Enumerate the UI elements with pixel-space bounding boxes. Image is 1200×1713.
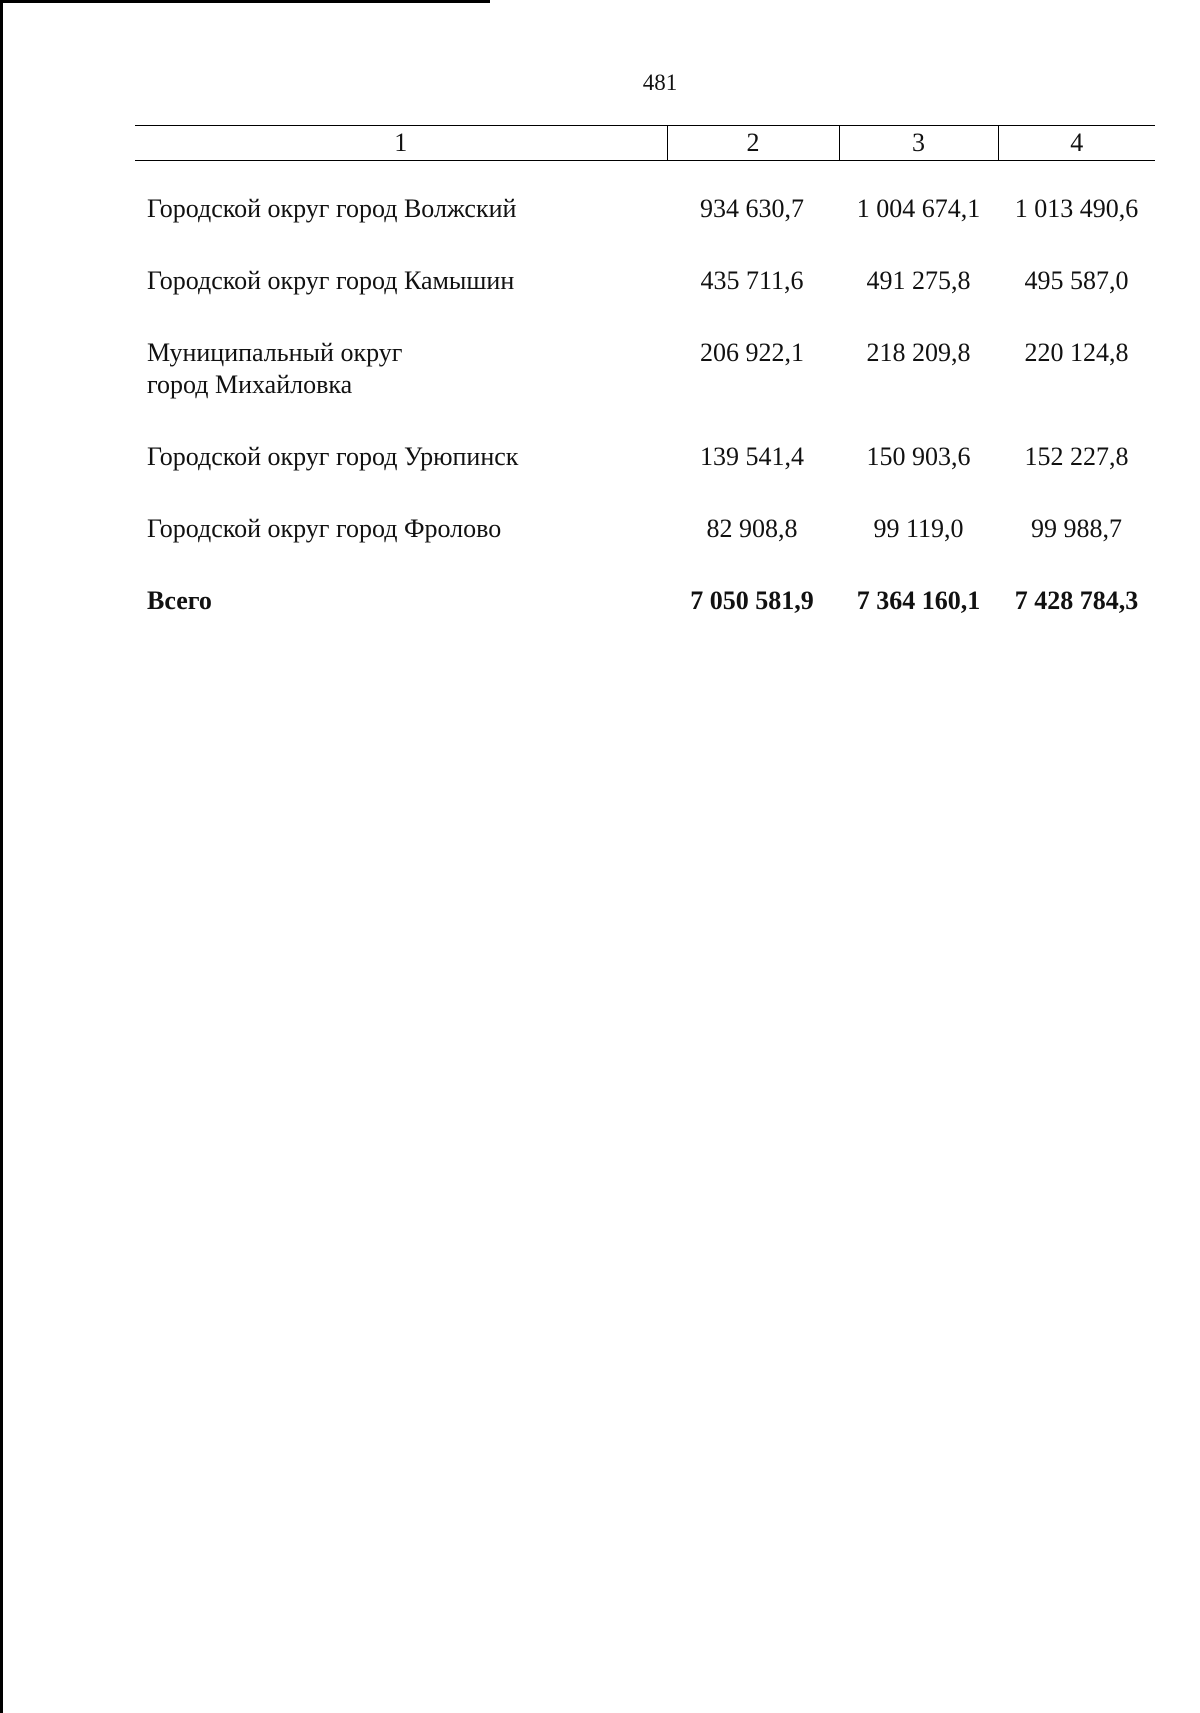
row-label [135, 337, 667, 409]
column-header-2: 2 [667, 126, 839, 161]
value-col-3: 99 119,0 [873, 514, 964, 543]
scan-edge-left [0, 0, 3, 1713]
scan-edge-top [0, 0, 490, 3]
total-col-4: 7 428 784,3 [1014, 586, 1139, 615]
table-spacer [135, 481, 1155, 513]
row-label [135, 265, 667, 305]
total-label: Всего [147, 586, 212, 615]
column-header-1: 1 [135, 126, 667, 161]
row-label-line: Муниципальный округ [147, 338, 403, 367]
value-col-2: 206 922,1 [700, 338, 804, 367]
row-label-line: город Михайловка [147, 370, 353, 399]
table-spacer [135, 233, 1155, 265]
column-header-4: 4 [998, 126, 1155, 161]
value-col-4: 1 013 490,6 [1014, 194, 1139, 223]
value-col-2: 82 908,8 [706, 514, 798, 543]
budget-table-container [135, 125, 1155, 625]
table-spacer [135, 305, 1155, 337]
table-spacer [135, 161, 1155, 194]
table-header-row [135, 126, 1155, 161]
table-row [135, 337, 1155, 409]
row-label-line: Городской округ город Фролово [147, 514, 502, 543]
value-col-4: 495 587,0 [1024, 266, 1129, 295]
table-total-row [135, 585, 1155, 625]
table-spacer [135, 409, 1155, 441]
value-col-4: 99 988,7 [1031, 514, 1122, 543]
table-spacer [135, 553, 1155, 585]
total-col-3: 7 364 160,1 [856, 586, 981, 615]
row-label-line: Городской округ город Волжский [147, 194, 517, 223]
value-col-3: 1 004 674,1 [856, 194, 981, 223]
table-row [135, 441, 1155, 481]
row-label-line: Городской округ город Камышин [147, 266, 515, 295]
budget-table [135, 125, 1155, 625]
column-header-3: 3 [839, 126, 998, 161]
value-col-4: 220 124,8 [1024, 338, 1129, 367]
total-col-2: 7 050 581,9 [690, 586, 814, 615]
table-row [135, 513, 1155, 553]
table-row [135, 193, 1155, 233]
row-label [135, 441, 667, 481]
page-number: 481 [642, 70, 678, 95]
value-col-3: 150 903,6 [866, 442, 971, 471]
row-label-line: Городской округ город Урюпинск [147, 442, 519, 471]
value-col-4: 152 227,8 [1024, 442, 1129, 471]
value-col-2: 435 711,6 [700, 266, 804, 295]
value-col-2: 934 630,7 [700, 194, 804, 223]
value-col-3: 218 209,8 [866, 338, 971, 367]
value-col-3: 491 275,8 [866, 266, 971, 295]
value-col-2: 139 541,4 [700, 442, 804, 471]
row-label [135, 193, 667, 233]
table-row [135, 265, 1155, 305]
row-label [135, 513, 667, 553]
